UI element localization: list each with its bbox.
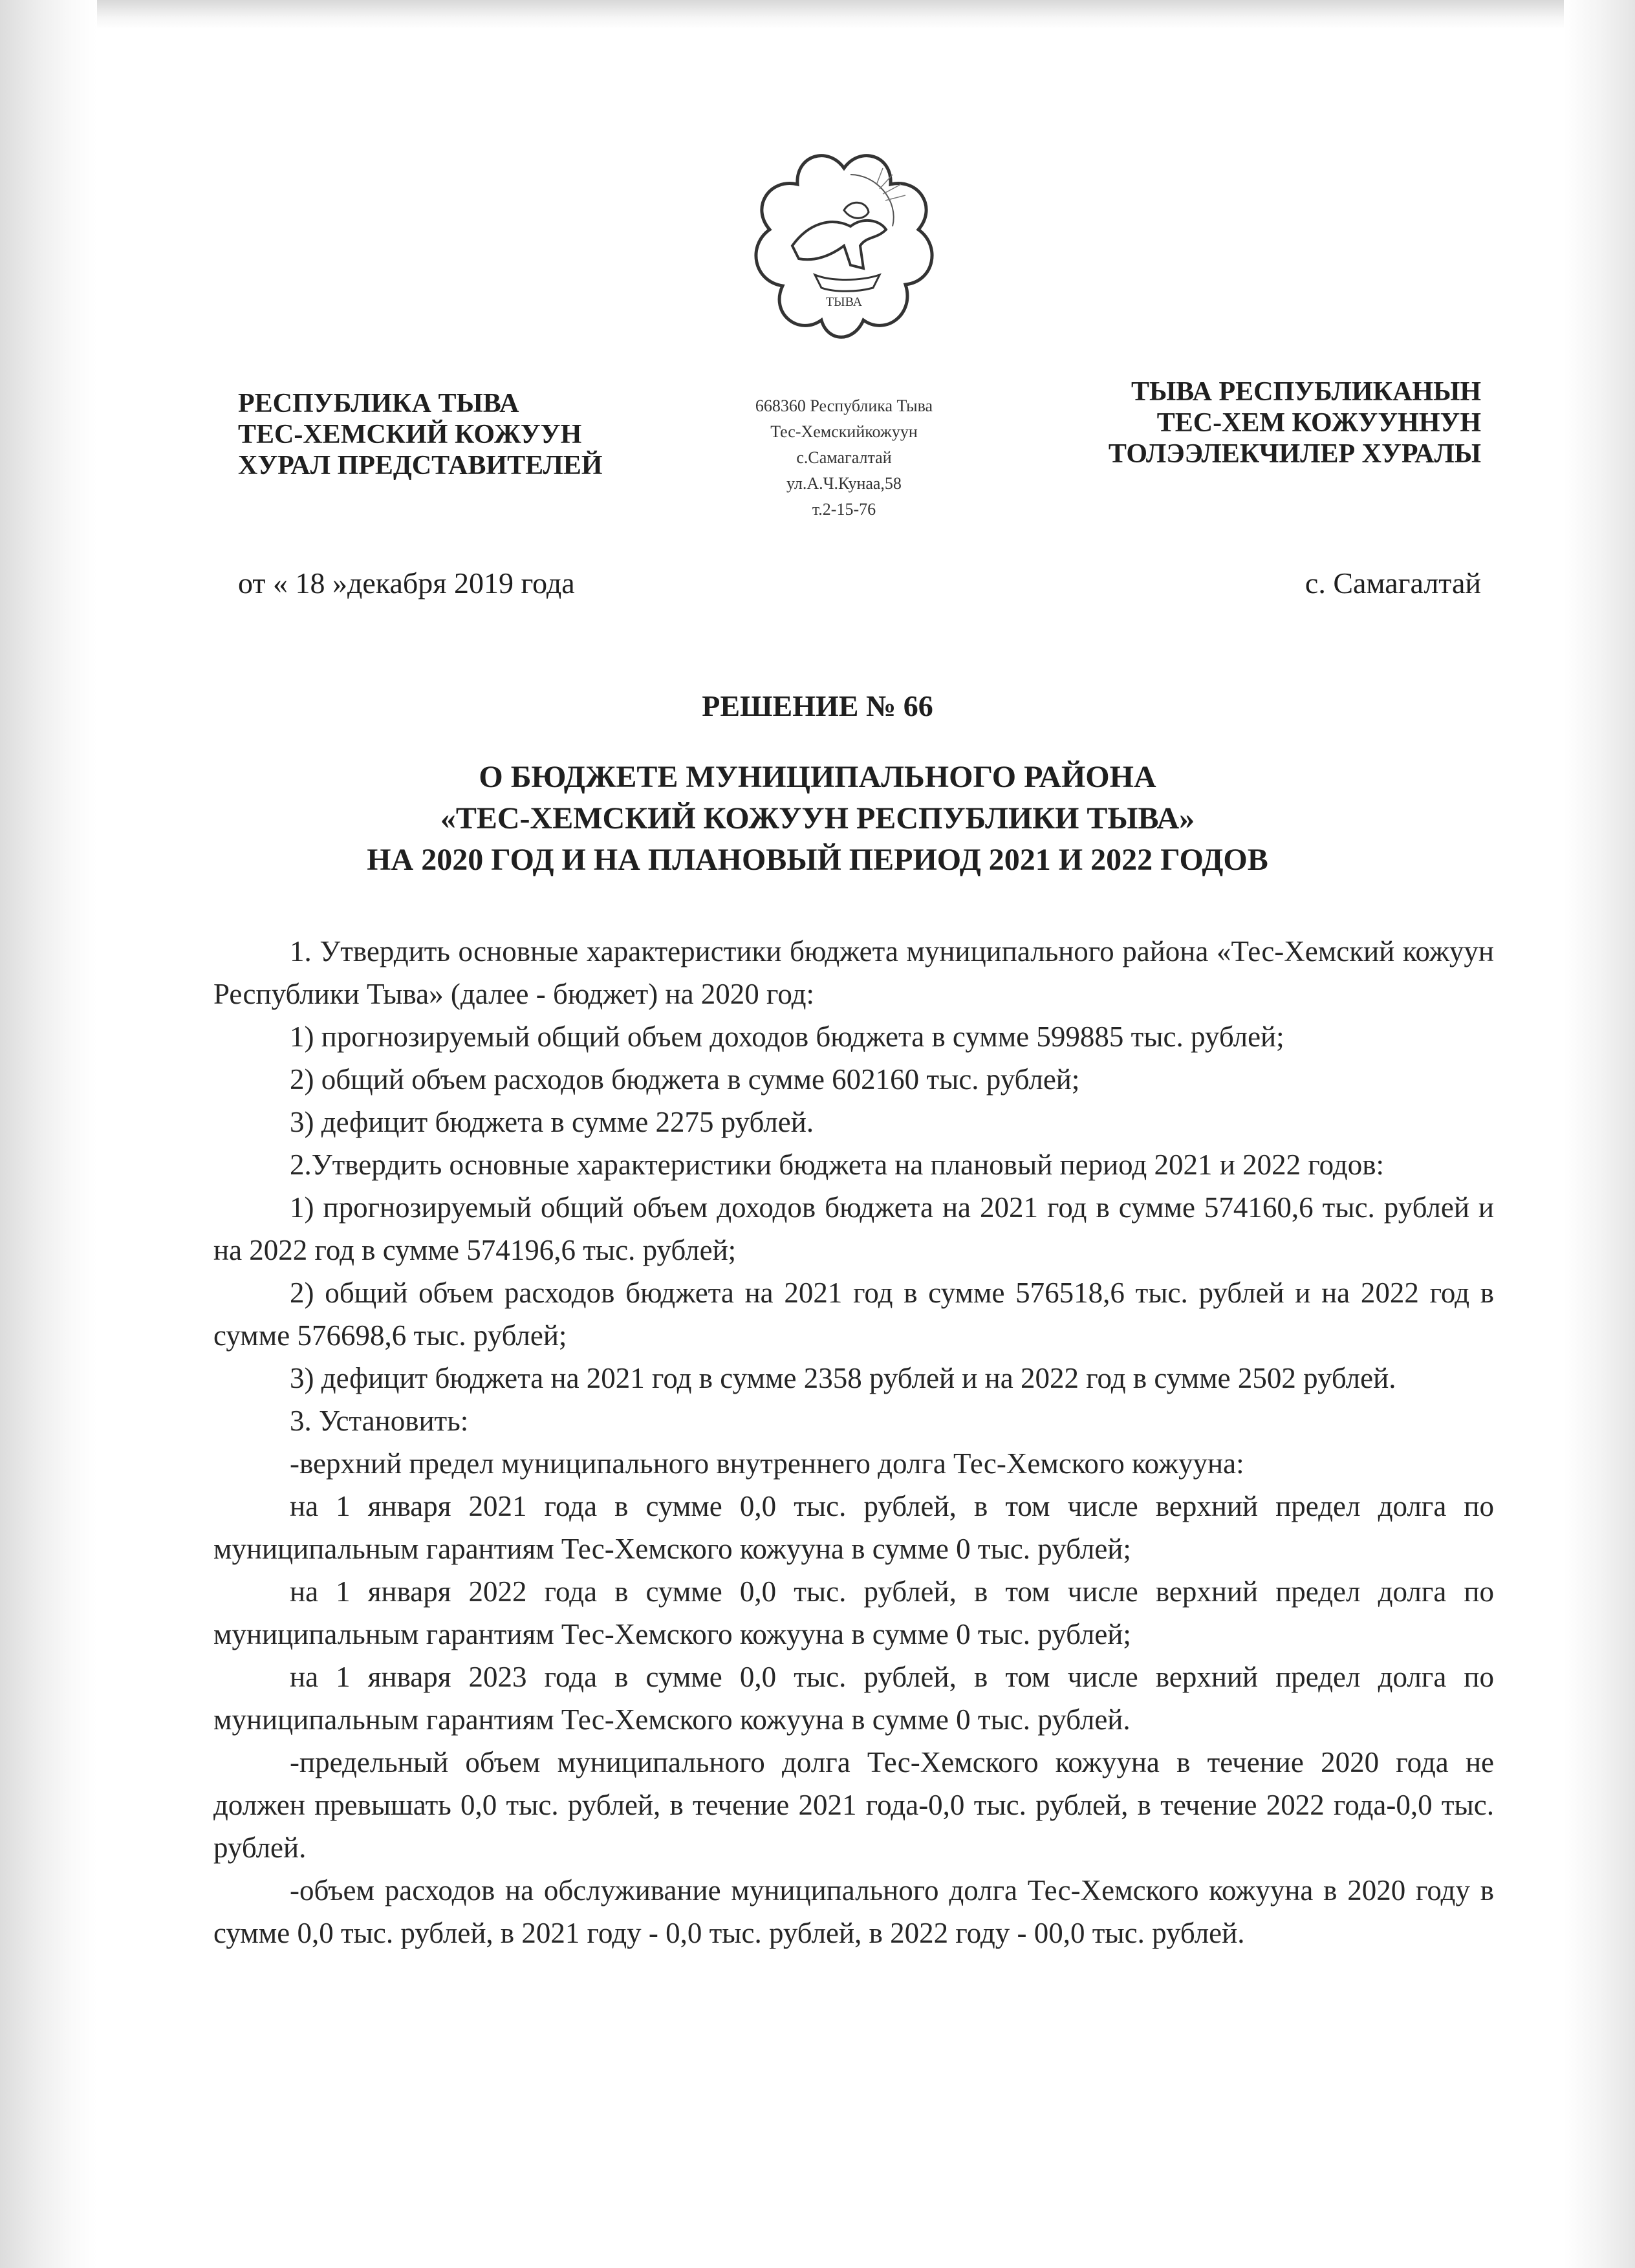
header-left-line: ТЕС-ХЕМСКИЙ КОЖУУН	[238, 420, 582, 449]
document-body	[213, 930, 1494, 1954]
paragraph: -предельный объем муниципального долга Тес-Хемского кожууна в течение 2020 года не должен превышать 0,0 тыс. рублей, в течение 2021 года-0,0 тыс. рублей, в течение 2022 года-0,0 тыс. рублей.	[213, 1746, 1494, 1864]
subject-line: «ТЕС-ХЕМСКИЙ КОЖУУН РЕСПУБЛИКИ ТЫВА»	[440, 801, 1195, 836]
header-right-block	[1067, 376, 1481, 470]
address-line: ул.А.Ч.Кунаа,58	[786, 474, 902, 493]
header-left-block	[238, 388, 603, 481]
paragraph: 1) прогнозируемый общий объем доходов бюджета на 2021 год в сумме 574160,6 тыс. рублей и на 2022 год в сумме 574196,6 тыс. рублей;	[213, 1191, 1494, 1266]
header-address-block	[705, 393, 983, 523]
header-left-line: РЕСПУБЛИКА ТЫВА	[238, 389, 519, 418]
scan-shadow-left	[0, 0, 97, 2268]
address-line: т.2-15-76	[812, 500, 876, 519]
scan-shadow-right	[1564, 0, 1635, 2268]
paragraph: на 1 января 2021 года в сумме 0,0 тыс. рублей, в том числе верхний предел долга по муниципальным гарантиям Тес-Хемского кожууна в сумме 0 тыс. рублей;	[213, 1490, 1494, 1565]
paragraph: 3) дефицит бюджета на 2021 год в сумме 2358 рублей и на 2022 год в сумме 2502 рублей.	[290, 1362, 1396, 1394]
document-date: от « 18 »декабря 2019 года	[238, 567, 575, 599]
subject-line: НА 2020 ГОД И НА ПЛАНОВЫЙ ПЕРИОД 2021 И 2022 ГОДОВ	[367, 843, 1268, 877]
header-left-line: ХУРАЛ ПРЕДСТАВИТЕЛЕЙ	[238, 451, 603, 481]
header-right-line: ТЕС-ХЕМ КОЖУУННУН	[1156, 408, 1481, 438]
header-right-line: ТЫВА РЕСПУБЛИКАНЫН	[1131, 377, 1481, 407]
paragraph: 1) прогнозируемый общий объем доходов бюджета в сумме 599885 тыс. рублей;	[290, 1021, 1284, 1053]
paragraph: 3) дефицит бюджета в сумме 2275 рублей.	[290, 1106, 814, 1138]
header-right-line: ТОЛЭЭЛЕКЧИЛЕР ХУРАЛЫ	[1108, 439, 1481, 469]
paragraph: 3. Установить:	[290, 1405, 469, 1437]
paragraph: на 1 января 2023 года в сумме 0,0 тыс. рублей, в том числе верхний предел долга по муниципальным гарантиям Тес-Хемского кожууна в сумме 0 тыс. рублей.	[213, 1661, 1494, 1736]
paragraph: 2) общий объем расходов бюджета в сумме 602160 тыс. рублей;	[290, 1063, 1080, 1096]
decision-title: РЕШЕНИЕ № 66	[702, 689, 933, 722]
paragraph: -объем расходов на обслуживание муниципального долга Тес-Хемского кожууна в 2020 году в сумме 0,0 тыс. рублей, в 2021 году - 0,0 тыс. рублей, в 2022 году - 00,0 тыс. рублей.	[213, 1874, 1494, 1949]
tyva-coat-of-arms-icon	[753, 149, 935, 343]
address-line: с.Самагалтай	[796, 448, 892, 467]
decision-subject	[0, 757, 1635, 881]
address-line: 668360 Республика Тыва	[755, 396, 933, 415]
address-line: Тес-Хемскийкожуун	[770, 422, 918, 441]
svg-text:ТЫВА: ТЫВА	[825, 295, 863, 309]
paragraph: -верхний предел муниципального внутреннего долга Тес-Хемского кожууна:	[290, 1447, 1244, 1480]
subject-line: О БЮДЖЕТЕ МУНИЦИПАЛЬНОГО РАЙОНА	[479, 760, 1156, 794]
document-place: с. Самагалтай	[1305, 567, 1481, 599]
paragraph: 1. Утвердить основные характеристики бюджета муниципального района «Тес-Хемский кожуун Республики Тыва» (далее - бюджет) на 2020 год:	[213, 935, 1494, 1010]
paragraph: на 1 января 2022 года в сумме 0,0 тыс. рублей, в том числе верхний предел долга по муниципальным гарантиям Тес-Хемского кожууна в сумме 0 тыс. рублей;	[213, 1575, 1494, 1650]
scan-shadow-top	[0, 0, 1635, 29]
paragraph: 2) общий объем расходов бюджета на 2021 год в сумме 576518,6 тыс. рублей и на 2022 год в сумме 576698,6 тыс. рублей;	[213, 1277, 1494, 1352]
paragraph: 2.Утвердить основные характеристики бюджета на плановый период 2021 и 2022 годов:	[290, 1149, 1385, 1181]
